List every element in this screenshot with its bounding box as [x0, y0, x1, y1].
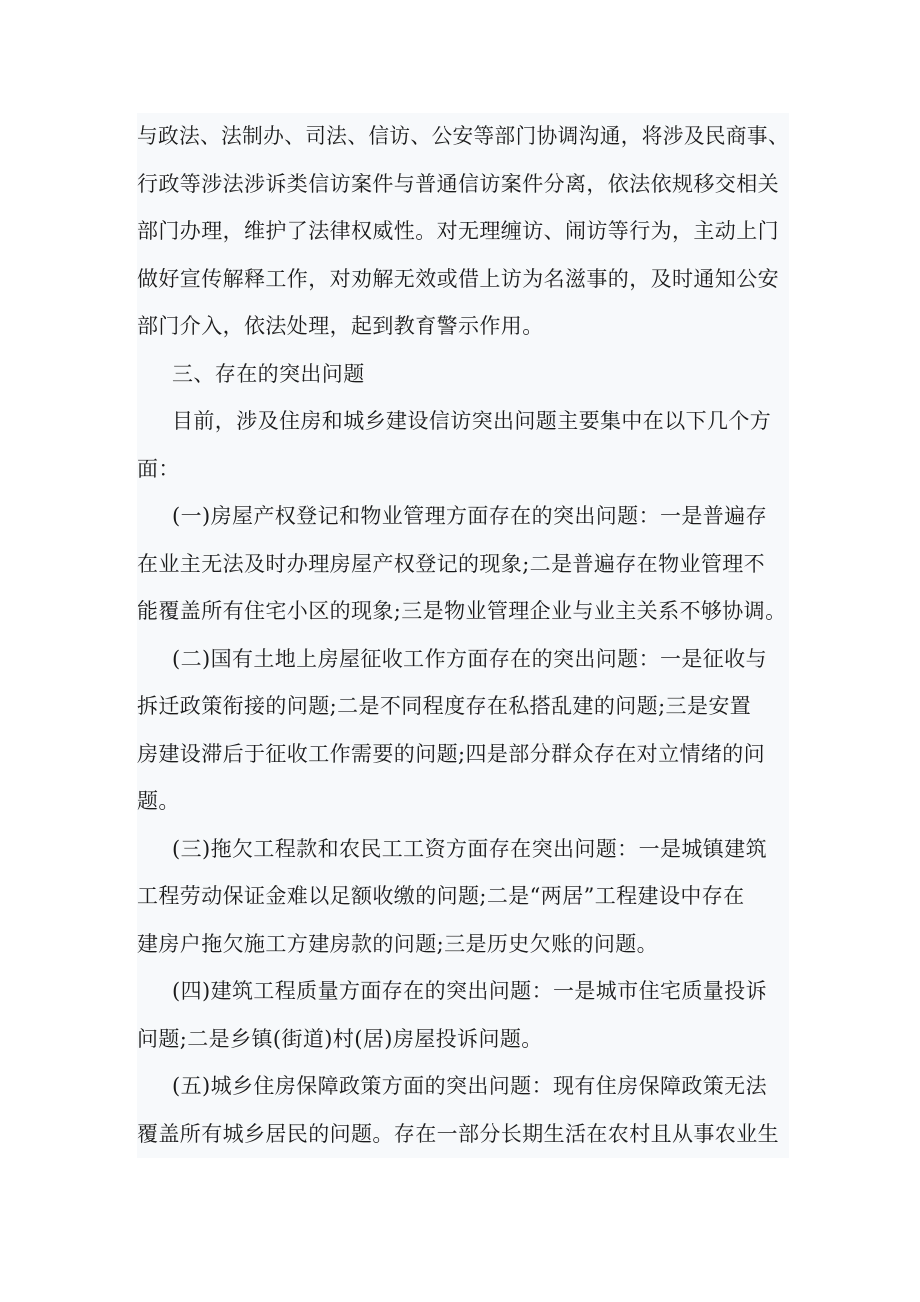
text-line: (四)建筑工程质量方面存在的突出问题：一是城市住宅质量投诉: [172, 979, 767, 1003]
text-line: 行政等涉法涉诉类信访案件与普通信访案件分离，依法依规移交相关: [137, 171, 779, 196]
text-line: 在业主无法及时办理房屋产权登记的现象;二是普遍存在物业管理不: [137, 551, 766, 576]
section-heading: 三、存在的突出问题: [172, 361, 365, 386]
text-line: 做好宣传解释工作，对劝解无效或借上访为名滋事的，及时通知公安: [137, 266, 779, 291]
text-line: 目前，涉及住房和城乡建设信访突出问题主要集中在以下几个方: [172, 409, 772, 433]
text-line: (一)房屋产权登记和物业管理方面存在的突出问题：一是普遍存: [172, 504, 767, 528]
text-line: 拆迁政策衔接的问题;二是不同程度存在私搭乱建的问题;三是安置: [137, 694, 752, 718]
text-line: (五)城乡住房保障政策方面的突出问题：现有住房保障政策无法: [172, 1074, 767, 1098]
text-line: (二)国有土地上房屋征收工作方面存在的突出问题：一是征收与: [172, 646, 767, 671]
text-line: 面：: [137, 456, 180, 481]
text-line: 题。: [137, 789, 180, 813]
text-line: 部门办理，维护了法律权威性。对无理缠访、闹访等行为，主动上门: [137, 219, 779, 243]
text-line: 与政法、法制办、司法、信访、公安等部门协调沟通，将涉及民商事、: [137, 124, 789, 148]
text-line: 问题;二是乡镇(街道)村(居)房屋投诉问题。: [137, 1026, 543, 1051]
text-line: 能覆盖所有住宅小区的现象;三是物业管理企业与业主关系不够协调。: [137, 599, 787, 623]
text-line: 建房户拖欠施工方建房款的问题;三是历史欠账的问题。: [137, 931, 659, 956]
text-line: 工程劳动保证金难以足额收缴的问题;二是“两居”工程建设中存在: [137, 884, 745, 908]
text-line: 覆盖所有城乡居民的问题。存在一部分长期生活在农村且从事农业生: [137, 1121, 779, 1146]
text-line: 房建设滞后于征收工作需要的问题;四是部分群众存在对立情绪的问: [137, 741, 766, 766]
text-line: (三)拖欠工程款和农民工工资方面存在突出问题：一是城镇建筑: [172, 836, 767, 861]
text-line: 部门介入，依法处理，起到教育警示作用。: [137, 314, 544, 338]
document-body: [137, 113, 789, 1158]
